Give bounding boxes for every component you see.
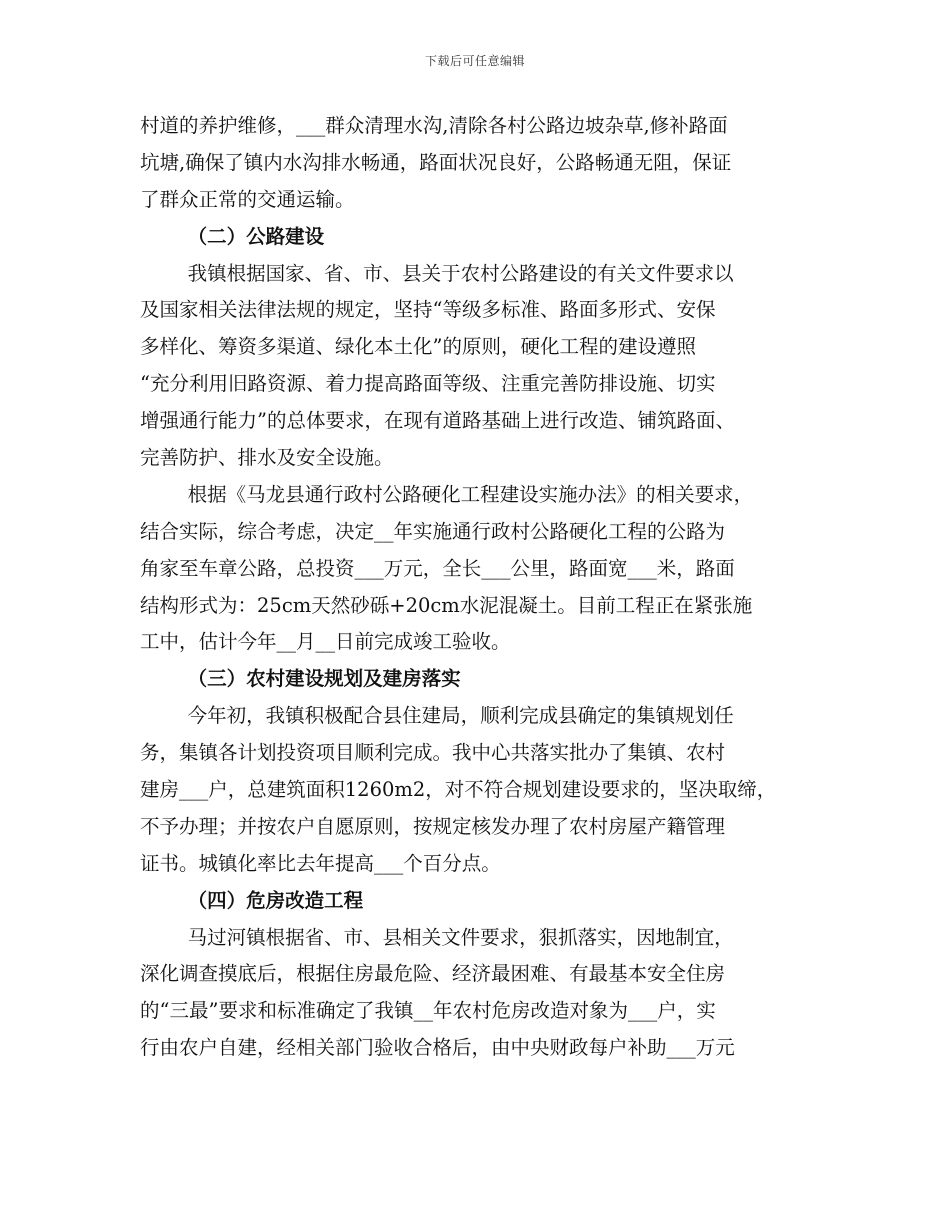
paragraph-line: 深化调查摸底后，根据住房最危险、经济最困难、有最基本安全住房 [140, 962, 726, 986]
section-heading: （二）公路建设 [187, 224, 325, 248]
paragraph-line: 完善防护、排水及安全设施。 [140, 446, 394, 470]
paragraph-line: 多样化、筹资多渠道、绿化本土化”的原则，硬化工程的建设遵照 [140, 335, 696, 359]
paragraph-line: 马过河镇根据省、市、县相关文件要求，狠抓落实，因地制宜， [187, 925, 734, 949]
paragraph-line: 的“三最”要求和标准确定了我镇__年农村危房改造对象为___户，实 [140, 999, 716, 1023]
paragraph-line: 务，集镇各计划投资项目顺利完成。我中心共落实批办了集镇、农村 [140, 741, 726, 765]
paragraph-line: 村道的养护维修，___群众清理水沟,清除各村公路边坡杂草,修补路面 [140, 114, 728, 137]
paragraph-line: “充分利用旧路资源、着力提高路面等级、注重完善防排设施、切实 [140, 372, 716, 396]
paragraph-line: 建房___户，总建筑面积1260m2，对不符合规划建设要求的，坚决取缔， [140, 778, 777, 802]
paragraph-line: 根据《马龙县通行政村公路硬化工程建设实施办法》的相关要求， [187, 482, 754, 506]
paragraph-line: 我镇根据国家、省、市、县关于农村公路建设的有关文件要求以 [187, 261, 734, 285]
section-heading: （四）危房改造工程 [187, 888, 364, 912]
paragraph-line: 今年初，我镇积极配合县住建局，顺利完成县确定的集镇规划任 [187, 704, 734, 728]
page-header: 下载后可任意编辑 [424, 54, 525, 68]
paragraph-line: 及国家相关法律法规的规定，坚持“等级多标准、路面多形式、安保 [140, 298, 716, 322]
paragraph-line: 证书。城镇化率比去年提高___个百分点。 [140, 851, 501, 875]
paragraph-line: 工中，估计今年__月__日前完成竣工验收。 [140, 630, 511, 654]
paragraph-line: 了群众正常的交通运输。 [140, 187, 355, 211]
paragraph-line: 行由农户自建，经相关部门验收合格后，由中央财政每户补助___万元 [140, 1036, 735, 1060]
paragraph-line: 结合实际，综合考虑，决定__年实施通行政村公路硬化工程的公路为 [140, 519, 726, 543]
paragraph-line: 不予办理；并按农户自愿原则，按规定核发办理了农村房屋产籍管理 [140, 814, 726, 838]
paragraph-line: 角家至车章公路，总投资___万元，全长___公里，路面宽___米，路面 [140, 556, 735, 580]
paragraph-line: 结构形式为：25cm天然砂砾+20cm水泥混凝土。目前工程正在紧张施 [140, 593, 753, 617]
paragraph-line: 增强通行能力”的总体要求，在现有道路基础上进行改造、铺筑路面、 [140, 409, 735, 433]
paragraph-line: 坑塘,确保了镇内水沟排水畅通，路面状况良好，公路畅通无阻，保证 [140, 150, 732, 174]
document-body [140, 108, 820, 1067]
section-heading: （三）农村建设规划及建房落实 [187, 667, 461, 691]
